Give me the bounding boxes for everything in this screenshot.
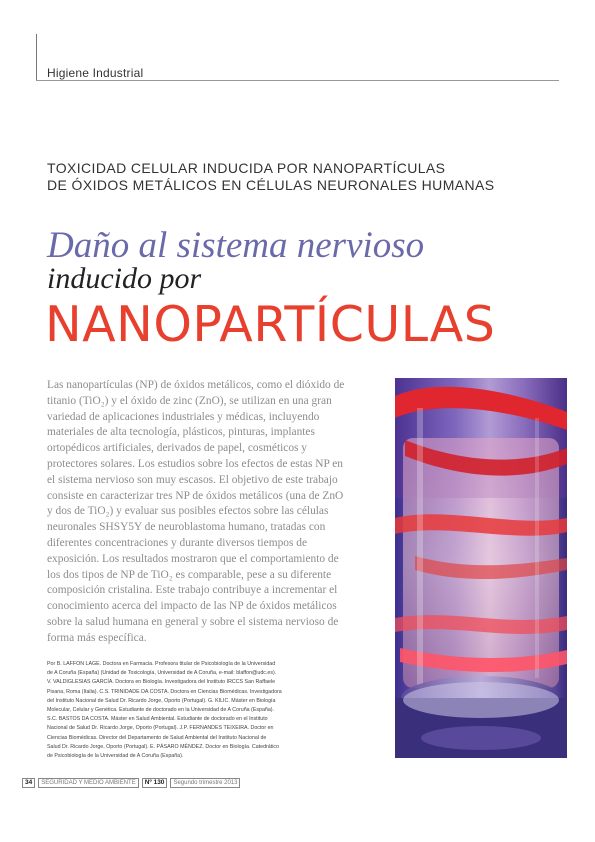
abstract-line: ortopédicos artificiales, derivados de papel, cosméticos y — [47, 442, 307, 455]
title-line-1: Daño al sistema nervioso — [47, 225, 425, 266]
abstract-line: el sistema nervioso son muy escasos. El objetivo de este trabajo — [47, 473, 338, 486]
page-number: 34 — [22, 778, 35, 788]
abstract-line: conocimiento acerca del impacto de las NP de óxidos metálicos — [47, 600, 337, 613]
header-vertical-rule — [36, 34, 37, 80]
author-line: del Instituto Nacional de Salud Dr. Ricardo Jorge, Oporto (Portugal). G. KILIC. Máster en Biología — [47, 697, 276, 704]
abstract-line: titanio (TiO₂) y el óxido de zinc (ZnO), se utilizan en una gran — [47, 394, 332, 407]
abstract-line: protectores solares. Los estudios sobre los efectos de estas NP en — [47, 457, 343, 470]
title-line-3: NANOPARTÍCULAS — [45, 296, 496, 353]
author-line: V. VALDIGLESIAS GARCÍA. Doctora en Biología. Investigadora del Instituto IRCCS San Raffaele — [47, 679, 276, 686]
abstract-line: exposición. Los resultados mostraron que el comportamiento de — [47, 552, 339, 565]
abstract-line: materiales de alta tecnología, plásticos, pinturas, implantes — [47, 426, 315, 439]
abstract-line: variedad de aplicaciones industriales y médicas, incluyendo — [47, 410, 320, 423]
issue-number: Nº 130 — [142, 778, 168, 788]
abstract-line: los dos tipos de NP de TiO₂ es comparable, pese a su diferente — [47, 568, 332, 581]
author-line: Ciencias Biomédicas. Director del Departamento de Salud Ambiental del Instituto Nacional de — [47, 734, 267, 741]
abstract-line: consiste en caracterizar tres NP de óxidos metálicos (una de ZnO — [47, 489, 344, 502]
section-label: Higiene Industrial — [47, 66, 144, 80]
abstract-line: diferentes concentraciones y durante diversos tiempos de — [47, 536, 307, 549]
abstract-line: y dos de TiO₂) y evaluar sus posibles efectos sobre las células — [47, 505, 329, 518]
abstract — [47, 378, 375, 647]
header-horizontal-rule — [36, 80, 559, 81]
kicker-line-2: DE ÓXIDOS METÁLICOS EN CÉLULAS NEURONALES HUMANAS — [47, 177, 495, 193]
magazine-name: SEGURIDAD Y MEDIO AMBIENTE — [38, 778, 138, 788]
author-line: Pisana, Roma (Italia). C.S. TRINIDADE DA COSTA. Doctora en Ciencias Biomédicas. Investigadora — [47, 688, 282, 695]
author-credits — [47, 660, 377, 761]
article-kicker — [47, 160, 567, 194]
abstract-line: neuronales SHSY5Y de neuroblastoma humano, tratadas con — [47, 521, 326, 534]
abstract-line: composición cristalina. Este trabajo contribuye a incrementar el — [47, 584, 338, 597]
page-footer — [22, 778, 240, 788]
abstract-line: Las nanopartículas (NP) de óxidos metálicos, como el dióxido de — [47, 379, 345, 391]
title-line-2: inducido por — [47, 262, 202, 295]
author-line: Nacional de Salud Dr. Ricardo Jorge, Oporto (Portugal). J.P. FERNANDES TEIXEIRA. Doctor en — [47, 725, 274, 732]
kicker-line-1: TOXICIDAD CELULAR INDUCIDA POR NANOPARTÍCULAS — [47, 160, 446, 176]
author-line: de Psicobiología de la Universidad de A Coruña (España). — [47, 753, 184, 760]
author-line: Salud Dr. Ricardo Jorge, Oporto (Portugal). E. PÁSARO MÉNDEZ. Doctor en Biología. Catedrático — [47, 743, 279, 750]
issue-period: Segundo trimestre 2013 — [170, 778, 240, 788]
abstract-line: forma más específica. — [47, 631, 147, 644]
author-line: Molecular, Celular y Genética. Estudiante de doctorado en la Universidad de A Coruña (España). — [47, 707, 275, 714]
test-tube-photo — [395, 378, 567, 758]
author-line: S.C. BASTOS DA COSTA. Máster en Salud Ambiental. Estudiante de doctorado en el Instituto — [47, 716, 268, 723]
author-line: Por B. LAFFON LAGE. Doctora en Farmacia. Profesora titular de Psicobiología de la Universidad — [47, 661, 276, 667]
author-line: de A Coruña (España) (Unidad de Toxicología, Universidad de A Coruña, e-mail: blaffon@udc.es). — [47, 670, 277, 677]
abstract-line: sobre la salud humana en general y sobre el sistema nervioso de — [47, 615, 339, 628]
